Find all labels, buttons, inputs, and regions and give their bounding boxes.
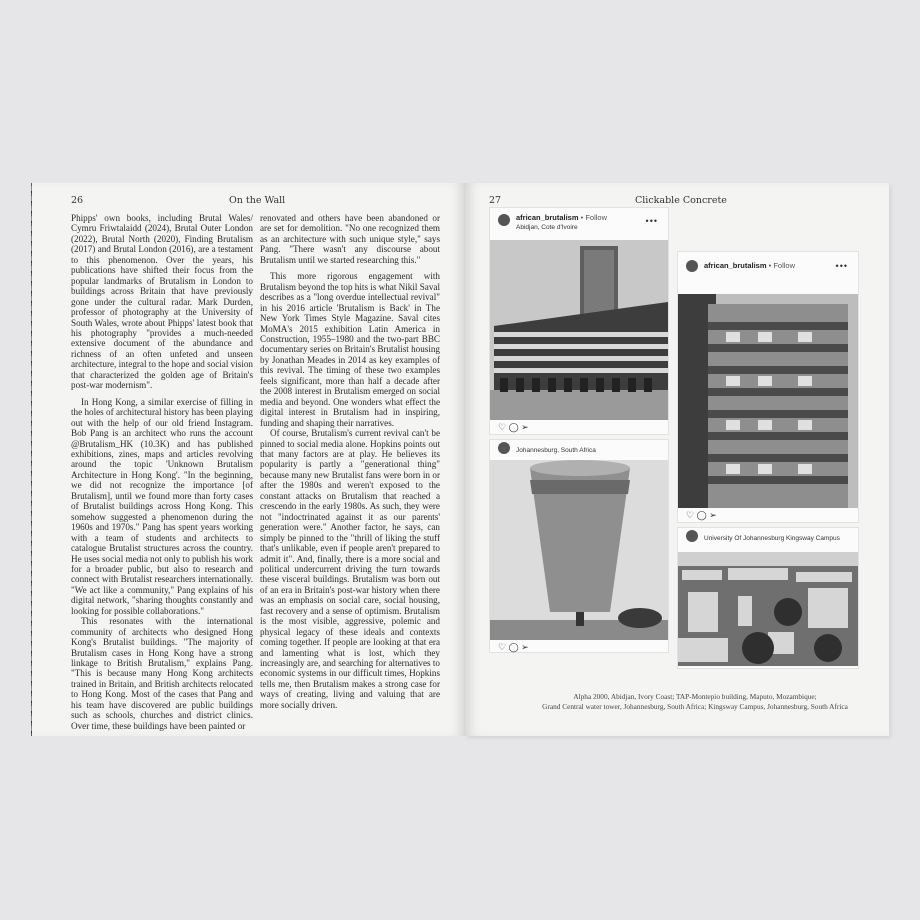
paragraph: This more rigorous engagement with Brutalism beyond the top hits is what Nikil Saval describes as a "long overdue intellectual revival" in his 2016 article 'Brutalism is Back' in The New York Times Style Magazine. Saval cites MoMA's 2015 exhibition Latin America in Construction, 1955–1980 and the two-part BBC documentary series on Britain's Brutalist housing by Jonathan Meades in 2014 as key examples of this revival. The timing of these two examples feels significant, more than half a decade after the 2008 interest in Brutalism emerged on social media and beyond. One wonders what effect the digital interest in Brutalism had in inspiring, funding and shaping their narratives. (260, 271, 440, 428)
more-options-icon: ••• (835, 261, 848, 271)
paragraph: Of course, Brutalism's current revival can't be pinned to social media alone. Hopkins points out that many factors are at play. He believes its popularity is partly a "generational thing" because many new Brutalist fans were born in or after the 1980s and weren't exposed to the constant attacks on Brutalism that reached a crescendo in the early 1980s. As such, they were not "indoctrinated against it as our parents' generation were." Another factor, he says, can simply be pinned to the "thrill of liking the stuff that's unlikable, even if people aren't prepared to admit it". And, finally, there is a more social and political undercurrent driving the turn towards these visceral buildings. Brutalism was born out of an era in Britain's post-war history when there was an emphasis on social care, social housing, fast recovery and a sense of optimism. Brutalism is the most visible, aggressive, polemic and physical legacy of these ideals and contexts coming together. If people are looking at that era and lamenting what is lost, which they increasingly are, and searching for alternatives to economic systems in our difficult times, Hopkins tells me, then Brutalism makes a strong case for ways of creating, living and valuing that are more socially driven. (260, 428, 440, 710)
follow-link: • Follow (768, 261, 796, 270)
magazine-spread (31, 183, 889, 736)
image-caption: Alpha 2000, Abidjan, Ivory Coast; TAP-Montepio building, Maputo, Mozambique; Grand Central water tower, Johannesburg, South Africa; Kingsway Campus, Johannesburg, South Africa (542, 692, 848, 711)
post-location: Abidjan, Cote d'Ivoire (516, 224, 578, 231)
instagram-post (677, 527, 859, 669)
more-options-icon: ••• (645, 216, 658, 226)
text-column-1 (71, 213, 253, 731)
running-head-left: On the Wall (229, 195, 286, 206)
paragraph: Phipps' own books, including Brutal Wales/ Cymru Friwtalaidd (2024), Brutal Outer London (2022), Brutal North (2020), Finding Brutalism (2017) and Brutal London (2016), are a testament to this phenomenon. Over the years, his publications have shifted their focus from the popular landmarks of Brutalism in London to buildings across Britain that have previously gone under the cultural radar. Mark Durden, professor of photography at the University of South Wales, wrote about Phipps' latest book that his photography "provides a much-needed extensive document of the abundance and richness of an often unfeted and unseen architecture, integral to the hope and social vision that characterized the golden age of Britain's post-war modernism". (71, 213, 253, 391)
avatar (686, 530, 698, 542)
left-page (31, 183, 465, 736)
text-column-2 (260, 213, 440, 710)
post-action-icons: ♡ ◯ ➢ (498, 642, 529, 652)
photo-water-tower (490, 460, 668, 640)
page-number-right: 27 (489, 195, 502, 206)
instagram-post (489, 207, 669, 435)
instagram-post (489, 439, 669, 653)
page-edge-stripe (31, 183, 32, 736)
page-number-left: 26 (71, 195, 84, 206)
post-username: african_brutalism (516, 213, 579, 222)
paragraph: In Hong Kong, a similar exercise of filling in the holes of architectural history has been playing out with the help of our old friend Instagram. Bob Pang is an architect who runs the account @Brutalism_HK (10.3K) and has published exhibitions, zines, maps and articles revolving around the topic 'Unknown Brutalism Architecture in Hong Kong'. "In the beginning, we did not recognize the importance [of Brutalism], until we found more than forty cases of Brutalist buildings across Hong Kong. This somehow suggested a phenomenon during the 1960s and 1970s." Pang has spent years working with a team of students and architects to catalogue Brutalist structures across the country. He uses social media not only to publish his work for a broader public, but also to research and connect with Brutalist researchers internationally. "We act like a community," Pang explains of his digital network, "sharing thoughts constantly and looking for possible collaborations." (71, 396, 253, 616)
running-head-right: Clickable Concrete (635, 195, 727, 206)
avatar (498, 214, 510, 226)
paragraph: This resonates with the international community of architects who designed Hong Kong's Brutalist buildings. "The majority of Brutalism cases in Hong Kong have a strong linkage to British Brutalism," explains Pang. "This is because many Hong Kong architects trained in Britain, and British architects relocated to Hong Kong. Most of the cases that Pang and his team have discovered are public buildings such as schools, churches and district clinics. Over time, these buildings have been painted or (71, 616, 253, 731)
post-location: Johannesburg, South Africa (516, 447, 596, 454)
photo-tap-montepio (678, 294, 858, 508)
avatar (686, 260, 698, 272)
paragraph: renovated and others have been abandoned or are set for demolition. "No one recognized them as an architecture with such unique style," says Pang. "There wasn't any discourse about Brutalism until we started researching this." (260, 213, 440, 265)
photo-kingsway-campus (678, 552, 858, 666)
right-page (465, 183, 889, 736)
post-action-icons: ♡ ◯ ➢ (686, 510, 717, 520)
avatar (498, 442, 510, 454)
instagram-post (677, 251, 859, 523)
post-username: african_brutalism (704, 261, 767, 270)
follow-link: • Follow (580, 213, 608, 222)
post-action-icons: ♡ ◯ ➢ (498, 422, 529, 432)
photo-alpha-2000 (490, 240, 668, 420)
post-location: University Of Johannesburg Kingsway Campus (704, 535, 840, 542)
